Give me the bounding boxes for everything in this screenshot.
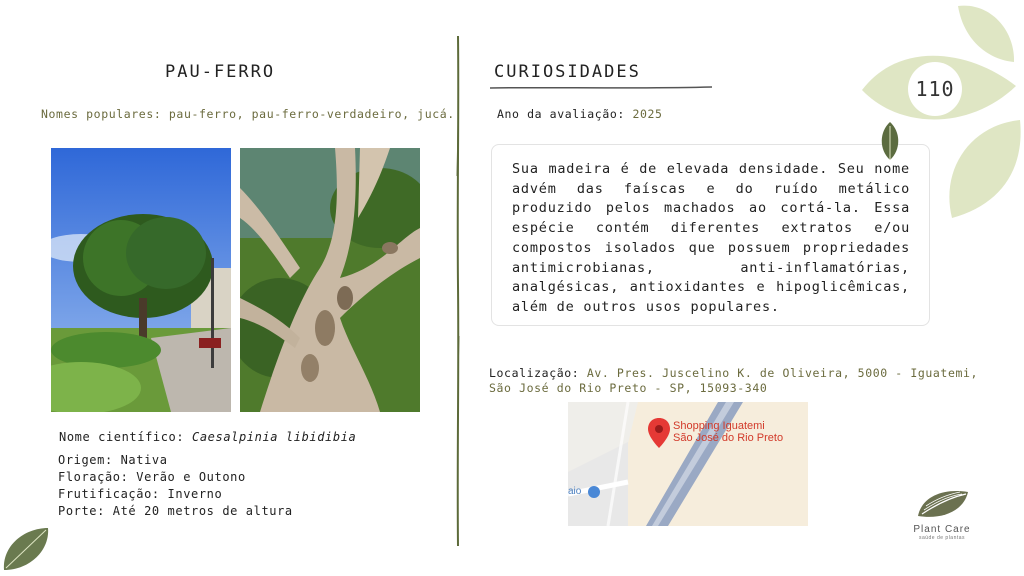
bark-photo xyxy=(240,148,420,412)
page-number-badge xyxy=(908,62,962,116)
small-leaf-icon xyxy=(879,122,901,162)
scientific-name-row xyxy=(59,429,356,446)
location xyxy=(489,366,979,396)
tree-photo xyxy=(51,148,231,412)
brand-name: Plant Care xyxy=(913,524,971,535)
curiosity-text: Sua madeira é de elevada densidade. Seu nome advém das faíscas e do ruído metálico produzido pelos machados ao cortá-la. Essa espécie contém diferentes extratos e/ou compostos isolados que possuem propriedades antimicrobianas, anti-inflamatórias, analgésicas, antioxidantes e hipoglicêmicas, além de outros usos populares. xyxy=(512,161,910,315)
species-title: PAU-FERRO xyxy=(165,62,276,82)
curiosities-title: CURIOSIDADES xyxy=(494,62,641,82)
location-map[interactable] xyxy=(568,402,808,526)
brand-tagline: saúde de plantas xyxy=(918,535,966,541)
brand-leaf-icon xyxy=(914,486,970,520)
map-pin-icon[interactable] xyxy=(648,418,670,448)
corner-leaf-icon xyxy=(0,526,52,572)
location-label: Localização: xyxy=(489,366,580,380)
evaluation-year xyxy=(497,107,663,121)
map-place-line2: São José do Rio Preto xyxy=(673,432,784,444)
scientific-label: Nome científico: xyxy=(59,430,185,444)
year-label: Ano da avaliação: xyxy=(497,107,625,121)
detail-size: Porte: Até 20 metros de altura xyxy=(58,504,293,518)
detail-fruiting: Frutificação: Inverno xyxy=(58,487,223,501)
map-place-label xyxy=(673,420,783,444)
year-value: 2025 xyxy=(632,107,663,121)
map-place-line1: Shopping Iguatemi xyxy=(673,420,765,432)
brand-logo xyxy=(900,486,984,542)
column-divider xyxy=(452,36,464,546)
popular-names: Nomes populares: pau-ferro, pau-ferro-verdadeiro, jucá. xyxy=(41,107,455,121)
map-side-text: aio xyxy=(568,486,582,497)
species-details xyxy=(58,452,293,520)
title-underline xyxy=(490,85,712,91)
detail-origin: Origem: Nativa xyxy=(58,453,168,467)
page-number: 110 xyxy=(915,77,955,101)
location-value: Av. Pres. Juscelino K. de Oliveira, 5000 - Iguatemi, São José do Rio Preto - SP, 15093-340 xyxy=(489,366,979,395)
scientific-value: Caesalpinia libidibia xyxy=(192,430,357,444)
detail-flowering: Floração: Verão e Outono xyxy=(58,470,246,484)
